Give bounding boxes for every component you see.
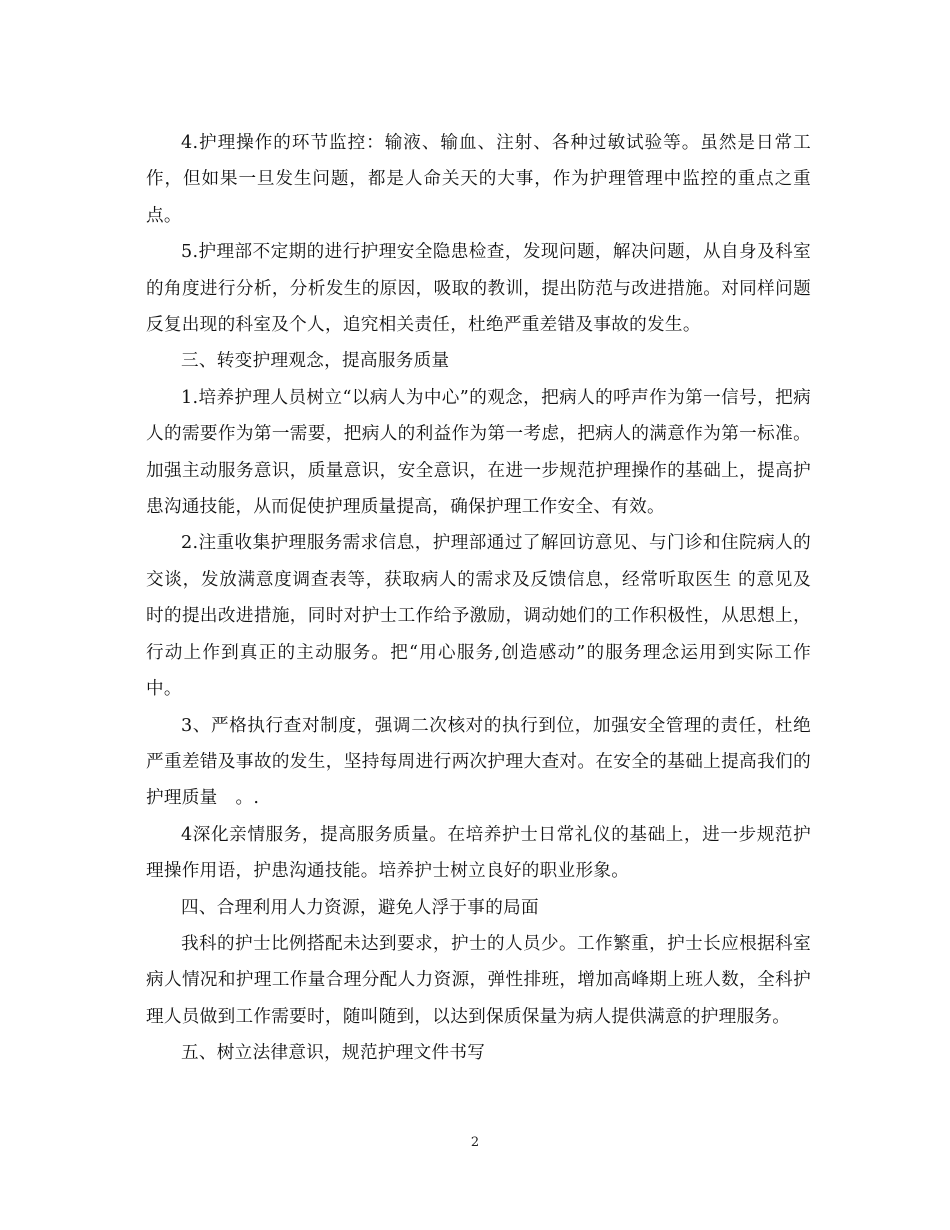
document-body	[146, 125, 811, 1072]
paragraph-item-3-verification: 3、严格执行查对制度，强调二次核对的执行到位，加强安全管理的责任，杜绝严重差错及事故的发生，坚持每周进行两次护理大查对。在安全的基础上提高我们的护理质量 。.	[146, 715, 811, 809]
paragraph-item-1-patient-centered: 1.培养护理人员树立“以病人为中心”的观念，把病人的呼声作为第一信号，把病人的需要作为第一需要，把病人的利益作为第一考虑，把病人的满意作为第一标准。加强主动服务意识，质量意识，安全意识，在进一步规范护理操作的基础上，提高护患沟通技能，从而促使护理质量提高，确保护理工作安全、有效。	[146, 387, 811, 518]
paragraph-item-4-care-service: 4深化亲情服务，提高服务质量。在培养护士日常礼仪的基础上，进一步规范护理操作用语，护患沟通技能。培养护士树立良好的职业形象。	[146, 824, 811, 882]
paragraph-item-5-safety-check: 5.护理部不定期的进行护理安全隐患检查，发现问题，解决问题，从自身及科室的角度进行分析，分析发生的原因，吸取的教训，提出防范与改进措施。对同样问题反复出现的科室及个人，追究相关责任，杜绝严重差错及事故的发生。	[146, 242, 811, 336]
section-heading-5: 五、树立法律意识，规范护理文件书写	[181, 1043, 486, 1064]
paragraph-item-2-feedback: 2.注重收集护理服务需求信息，护理部通过了解回访意见、与门诊和住院病人的交谈，发放满意度调查表等，获取病人的需求及反馈信息，经常听取医生 的意见及时的提出改进措施，同时对护士工作给予激励，调动她们的工作积极性，从思想上，行动上作到真正的主动服务。把“用心服务,创造感动”的服务理念运用到实际工作中。	[146, 533, 811, 700]
section-heading-3: 三、转变护理观念，提高服务质量	[181, 351, 450, 372]
page-number: 2	[470, 1135, 480, 1150]
paragraph-item-4-monitoring: 4.护理操作的环节监控：输液、输血、注射、各种过敏试验等。虽然是日常工作，但如果一旦发生问题，都是人命关天的大事，作为护理管理中监控的重点之重点。	[146, 133, 811, 226]
paragraph-staffing: 我科的护士比例搭配未达到要求，护士的人员少。工作繁重，护士长应根据科室病人情况和护理工作量合理分配人力资源，弹性排班，增加高峰期上班人数，全科护理人员做到工作需要时，随叫随到，以达到保质保量为病人提供满意的护理服务。	[146, 933, 811, 1027]
section-heading-4: 四、合理利用人力资源，避免人浮于事的局面	[181, 897, 539, 918]
